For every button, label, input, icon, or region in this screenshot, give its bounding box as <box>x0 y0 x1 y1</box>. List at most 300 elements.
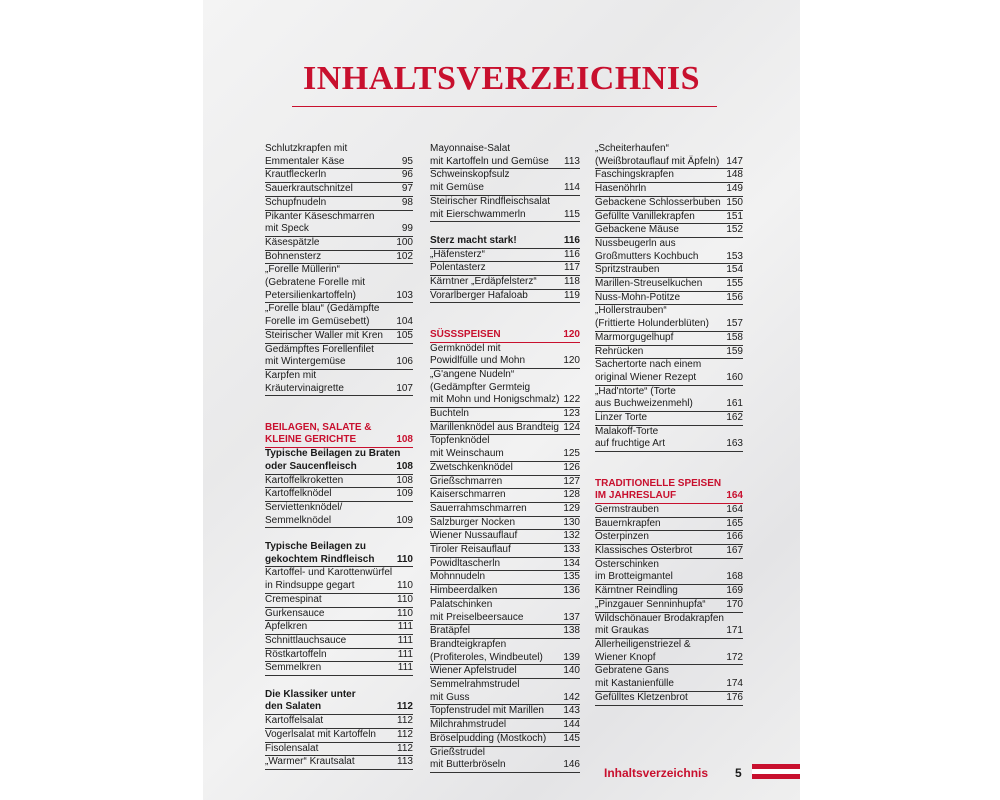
toc-entry <box>265 156 413 170</box>
toc-entry-title: Mohnnudeln <box>430 571 486 583</box>
toc-entry-title: Steirischer Waller mit Kren <box>265 329 383 341</box>
toc-entry-title: Hasenöhrln <box>595 183 647 195</box>
toc-subheading <box>265 701 413 715</box>
toc-page-number: 114 <box>564 182 580 194</box>
toc-entry <box>595 518 743 532</box>
toc-entry-title: Gurkensauce <box>265 607 325 619</box>
toc-section-heading <box>430 329 580 343</box>
footer-section-label: Inhaltsverzeichnis <box>604 766 709 780</box>
toc-subheading <box>265 461 413 475</box>
toc-page-number: 109 <box>396 514 413 526</box>
toc-entry <box>430 759 580 773</box>
toc-entry-title: Zwetschkenknödel <box>430 461 513 473</box>
toc-spacer <box>265 528 413 541</box>
toc-entry-title: Grießstrudel <box>430 746 486 758</box>
toc-section-heading <box>595 478 743 491</box>
toc-entry <box>595 426 743 439</box>
toc-entry-title: Bauernkrapfen <box>595 517 661 529</box>
toc-page-number: 97 <box>401 183 413 195</box>
toc-entry <box>430 435 580 448</box>
toc-entry-title: Grießschmarren <box>430 475 503 487</box>
toc-entry <box>430 692 580 706</box>
toc-page-number: 176 <box>726 691 743 703</box>
toc-entry <box>595 571 743 585</box>
toc-entry-title: Bröselpudding (Mostkoch) <box>430 732 547 744</box>
toc-entry-title: Gedämpftes Forellenfilet <box>265 343 374 355</box>
toc-entry <box>265 635 413 649</box>
toc-page-number: 122 <box>563 394 581 406</box>
toc-entry <box>595 438 743 452</box>
toc-entry <box>595 559 743 572</box>
toc-entry-title: Himbeerdalken <box>430 585 498 597</box>
toc-spacer <box>595 452 743 465</box>
toc-page-number: 140 <box>563 665 580 677</box>
toc-page-number: 105 <box>396 329 413 341</box>
toc-entry-title: Semmelknödel <box>265 514 332 526</box>
toc-entry <box>265 608 413 622</box>
toc-page-number: 156 <box>726 291 743 303</box>
toc-page-number: 129 <box>563 502 580 514</box>
toc-entry-title: Germstrauben <box>595 503 659 515</box>
toc-entry-title: Großmutters Kochbuch <box>595 250 699 262</box>
toc-entry <box>430 290 580 304</box>
toc-page-number: 159 <box>726 345 743 357</box>
toc-spacer <box>430 316 580 329</box>
toc-entry <box>430 355 580 369</box>
toc-entry-title: „G'angene Nudeln“ <box>430 368 515 380</box>
toc-page-number: 171 <box>726 625 743 637</box>
toc-entry-title: Topfenstrudel mit Marillen <box>430 705 544 717</box>
toc-page-number: 165 <box>726 517 743 529</box>
toc-page-number: 142 <box>563 691 580 703</box>
toc-entry-title: SÜSSSPEISEN <box>430 328 501 340</box>
toc-entry-title: Wildschönauer Brodakrapfen <box>595 612 724 624</box>
toc-entry-title: Bohnensterz <box>265 250 322 262</box>
toc-page-number: 164 <box>726 503 743 515</box>
toc-entry <box>430 719 580 733</box>
toc-page-number: 102 <box>396 250 413 262</box>
toc-entry <box>430 585 580 599</box>
toc-entry-title: Powidlfülle und Mohn <box>430 355 526 367</box>
toc-entry-title: oder Saucenfleisch <box>265 460 357 472</box>
toc-entry <box>430 665 580 679</box>
toc-page-number: 150 <box>726 196 743 208</box>
toc-entry <box>595 197 743 211</box>
toc-entry <box>265 330 413 344</box>
toc-entry <box>430 571 580 585</box>
toc-entry-title: Powidltascherln <box>430 557 501 569</box>
toc-entry <box>595 359 743 372</box>
toc-page-number: 166 <box>726 531 743 543</box>
toc-entry <box>430 639 580 652</box>
toc-entry <box>265 756 413 770</box>
toc-subheading <box>265 689 413 702</box>
toc-section-heading <box>595 490 743 504</box>
toc-entry <box>595 504 743 518</box>
toc-entry <box>265 344 413 357</box>
toc-entry <box>595 585 743 599</box>
toc-entry-title: „Warmer“ Krautsalat <box>265 756 355 768</box>
toc-page-number: 162 <box>726 412 743 424</box>
toc-entry <box>430 448 580 462</box>
toc-entry <box>265 356 413 370</box>
toc-page-number: 98 <box>401 196 413 208</box>
toc-spacer <box>595 465 743 478</box>
toc-page-number: 111 <box>397 634 413 646</box>
toc-entry-title: original Wiener Rezept <box>595 371 697 383</box>
toc-entry <box>595 183 743 197</box>
toc-page-number: 145 <box>563 732 580 744</box>
toc-entry <box>430 558 580 572</box>
toc-entry-title: „Forelle blau“ (Gedämpfte <box>265 303 380 315</box>
toc-entry <box>595 625 743 639</box>
toc-entry-title: Kaiserschmarren <box>430 489 506 501</box>
toc-page-number: 109 <box>396 488 413 500</box>
toc-page-number: 111 <box>397 662 413 674</box>
toc-entry <box>430 544 580 558</box>
toc-page-number: 113 <box>397 756 413 768</box>
toc-entry <box>430 530 580 544</box>
toc-entry-title: Kärntner „Erdäpfelsterz“ <box>430 276 537 288</box>
toc-entry-title: Typische Beilagen zu Braten <box>265 448 401 460</box>
toc-page-number: 111 <box>397 648 413 660</box>
toc-spacer <box>265 676 413 689</box>
toc-entry-title: Schweinskopfsulz <box>430 169 510 181</box>
toc-entry-title: TRADITIONELLE SPEISEN <box>595 477 722 489</box>
toc-spacer <box>430 222 580 235</box>
toc-entry-title: gekochtem Rindfleisch <box>265 553 375 565</box>
toc-entry <box>595 305 743 318</box>
toc-entry-title: Milchrahmstrudel <box>430 719 507 731</box>
toc-entry-title: Die Klassiker unter <box>265 688 356 700</box>
toc-entry <box>265 277 413 290</box>
toc-page-number: 108 <box>396 434 413 446</box>
toc-entry-title: mit Speck <box>265 223 309 235</box>
toc-page-number: 107 <box>396 382 413 394</box>
toc-page-number: 174 <box>726 678 743 690</box>
toc-entry-title: KLEINE GERICHTE <box>265 434 357 446</box>
toc-entry-title: mit Butterbröseln <box>430 759 506 771</box>
toc-entry-title: Germknödel mit <box>430 342 501 354</box>
toc-entry <box>430 276 580 290</box>
toc-entry-title: Spritzstrauben <box>595 264 660 276</box>
toc-entry <box>595 531 743 545</box>
toc-entry <box>430 156 580 170</box>
toc-page-number: 119 <box>564 289 580 301</box>
toc-page-number: 164 <box>726 490 743 502</box>
toc-section-heading <box>265 422 413 435</box>
toc-page-number: 110 <box>396 553 413 565</box>
toc-entry <box>265 580 413 594</box>
toc-entry-title: Apfelkren <box>265 621 308 633</box>
toc-entry <box>595 545 743 559</box>
toc-entry <box>430 652 580 666</box>
toc-entry <box>595 278 743 292</box>
toc-entry-title: Bratäpfel <box>430 625 471 637</box>
toc-entry <box>430 262 580 276</box>
toc-entry-title: Topfenknödel <box>430 435 490 447</box>
toc-entry <box>430 705 580 719</box>
toc-entry-title: Nuss-Mohn-Potitze <box>595 291 681 303</box>
toc-entry-title: Palatschinken <box>430 598 493 610</box>
toc-subheading <box>430 235 580 249</box>
toc-entry <box>265 211 413 224</box>
toc-page-number: 113 <box>564 155 580 167</box>
toc-page-number: 163 <box>726 438 743 450</box>
toc-page-number: 172 <box>726 651 743 663</box>
toc-entry-title: Gebackene Schlosserbuben <box>595 196 721 208</box>
toc-page-number: 149 <box>726 183 743 195</box>
toc-entry-title: den Salaten <box>265 701 322 713</box>
toc-entry <box>265 264 413 277</box>
toc-entry-title: Forelle im Gemüsebett) <box>265 316 370 328</box>
toc-entry <box>265 370 413 383</box>
toc-entry-title: „Forelle Müllerin“ <box>265 264 341 276</box>
toc-entry <box>595 652 743 666</box>
toc-entry <box>430 369 580 382</box>
toc-page-number: 128 <box>563 489 580 501</box>
toc-entry-title: mit Graukas <box>595 625 649 637</box>
toc-entry <box>265 743 413 757</box>
toc-entry-title: Marillenknödel aus Brandteig <box>430 421 559 433</box>
toc-entry-title: Allerheiligenstriezel & <box>595 638 691 650</box>
toc-entry <box>430 517 580 531</box>
toc-entry-title: Typische Beilagen zu <box>265 541 366 553</box>
toc-page-number: 167 <box>726 545 743 557</box>
toc-entry <box>595 639 743 652</box>
toc-entry-title: Kartoffelkroketten <box>265 474 344 486</box>
toc-entry <box>595 156 743 170</box>
toc-entry <box>265 183 413 197</box>
toc-entry-title: „Hollerstrauben“ <box>595 305 667 317</box>
toc-page-number: 110 <box>397 580 413 592</box>
toc-page-number: 155 <box>726 278 743 290</box>
toc-page-number: 124 <box>563 421 580 433</box>
toc-page-number: 146 <box>563 759 580 771</box>
toc-entry <box>595 318 743 332</box>
toc-entry-title: Kartoffel- und Karottenwürfel <box>265 567 393 579</box>
toc-entry-title: Marmorgugelhupf <box>595 331 674 343</box>
toc-entry <box>265 169 413 183</box>
toc-entry-title: Semmelkren <box>265 662 322 674</box>
toc-page-number: 157 <box>726 318 743 330</box>
toc-entry-title: Schlutzkrapfen mit <box>265 143 348 154</box>
toc-entry-title: Wiener Apfelstrudel <box>430 665 517 677</box>
toc-entry <box>595 251 743 265</box>
toc-entry <box>265 488 413 502</box>
toc-entry <box>265 303 413 316</box>
toc-entry-title: Malakoff-Torte <box>595 425 659 437</box>
toc-entry-title: Osterschinken <box>595 558 659 570</box>
toc-entry-title: Kartoffelknödel <box>265 488 332 500</box>
toc-entry <box>430 599 580 612</box>
toc-entry-title: im Brotteigmantel <box>595 571 673 583</box>
toc-page-number: 168 <box>726 571 743 583</box>
toc-page-number: 110 <box>397 593 413 605</box>
toc-entry <box>265 223 413 237</box>
toc-page-number: 139 <box>563 651 580 663</box>
toc-page-number: 127 <box>563 475 580 487</box>
toc-entry-title: Sachertorte nach einem <box>595 359 702 371</box>
toc-page-number: 161 <box>726 398 743 410</box>
toc-page-number: 112 <box>397 728 413 740</box>
toc-entry-title: (Frittierte Holunderblüten) <box>595 318 709 330</box>
toc-entry-title: Serviettenknödel/ <box>265 501 343 513</box>
toc-entry-title: Linzer Torte <box>595 412 648 424</box>
toc-page-number: 148 <box>726 169 743 181</box>
toc-column-1 <box>265 143 413 770</box>
toc-page-number: 125 <box>563 448 580 460</box>
toc-page-number: 116 <box>564 248 580 260</box>
toc-entry <box>265 567 413 580</box>
toc-entry-title: Sauerrahmschmarren <box>430 502 527 514</box>
toc-entry-title: Buchteln <box>430 408 469 420</box>
toc-entry-title: „Scheiterhaufen“ <box>595 143 669 154</box>
toc-page-number: 130 <box>563 516 580 528</box>
toc-entry <box>430 169 580 182</box>
toc-page-number: 112 <box>397 715 413 727</box>
toc-page-number: 151 <box>726 210 743 222</box>
toc-entry <box>595 346 743 360</box>
title-divider <box>292 106 717 107</box>
toc-entry-title: Karpfen mit <box>265 369 317 381</box>
toc-entry <box>595 264 743 278</box>
toc-page-number: 117 <box>564 262 580 274</box>
toc-entry <box>430 422 580 436</box>
toc-page-number: 136 <box>563 585 580 597</box>
toc-entry <box>430 625 580 639</box>
toc-entry-title: auf fruchtige Art <box>595 438 666 450</box>
toc-spacer <box>430 303 580 316</box>
page-number: 5 <box>735 766 742 780</box>
toc-page-number: 120 <box>563 328 580 340</box>
toc-entry-title: Brandteigkrapfen <box>430 638 507 650</box>
toc-entry-title: Osterpinzen <box>595 531 649 543</box>
toc-entry <box>265 621 413 635</box>
toc-spacer <box>265 409 413 422</box>
toc-page-number: 160 <box>726 371 743 383</box>
toc-entry <box>595 599 743 613</box>
toc-entry <box>595 678 743 692</box>
toc-entry-title: Käsespätzle <box>265 236 320 248</box>
toc-section-heading <box>265 434 413 448</box>
toc-page-number: 144 <box>563 719 580 731</box>
toc-entry-title: Vogerlsalat mit Kartoffeln <box>265 728 376 740</box>
toc-page-number: 104 <box>396 316 413 328</box>
toc-entry <box>595 386 743 399</box>
toc-subheading <box>265 448 413 461</box>
toc-entry <box>265 197 413 211</box>
toc-entry-title: „Had'ntorte“ (Torte <box>595 385 676 397</box>
toc-page-number: 118 <box>564 276 580 288</box>
toc-entry-title: mit Guss <box>430 691 470 703</box>
toc-column-2 <box>430 143 580 773</box>
toc-entry <box>595 372 743 386</box>
toc-entry-title: (Weißbrotauflauf mit Äpfeln) <box>595 155 720 167</box>
toc-page-number: 133 <box>563 544 580 556</box>
flag-stripe-red-bottom <box>752 774 800 779</box>
toc-entry-title: Emmentaler Käse <box>265 155 345 167</box>
toc-page-number: 106 <box>396 356 413 368</box>
toc-entry <box>265 251 413 265</box>
toc-page-number: 135 <box>563 571 580 583</box>
toc-page-number: 115 <box>564 208 580 220</box>
toc-page-number: 158 <box>726 331 743 343</box>
toc-entry <box>265 662 413 676</box>
toc-page-number: 116 <box>563 234 580 246</box>
toc-entry <box>430 733 580 747</box>
toc-entry-title: Marillen-Streuselkuchen <box>595 278 703 290</box>
toc-page-number: 153 <box>726 250 743 262</box>
toc-entry-title: Kärntner Reindling <box>595 585 678 597</box>
toc-entry-title: Röstkartoffeln <box>265 648 327 660</box>
toc-entry <box>595 169 743 183</box>
toc-column-3 <box>595 143 743 706</box>
toc-page-number: 170 <box>726 598 743 610</box>
toc-entry-title: mit Weinschaum <box>430 448 504 460</box>
toc-entry-title: (Gebratene Forelle mit <box>265 277 366 289</box>
toc-entry-title: IM JAHRESLAUF <box>595 490 677 502</box>
toc-entry-title: mit Eierschwammerln <box>430 208 526 220</box>
toc-entry-title: Mayonnaise-Salat <box>430 143 511 154</box>
toc-page-number: 120 <box>563 355 580 367</box>
toc-entry-title: Tiroler Reisauflauf <box>430 544 511 556</box>
toc-entry-title: Kräutervinaigrette <box>265 382 344 394</box>
toc-entry-title: mit Wintergemüse <box>265 356 346 368</box>
toc-entry-title: (Profiteroles, Windbeutel) <box>430 651 543 663</box>
toc-entry-title: Vorarlberger Hafaloab <box>430 289 528 301</box>
toc-entry-title: mit Kartoffeln und Gemüse <box>430 155 549 167</box>
toc-entry <box>595 238 743 251</box>
toc-entry-title: aus Buchweizenmehl) <box>595 398 693 410</box>
toc-page-number: 100 <box>396 236 413 248</box>
toc-entry <box>265 290 413 304</box>
toc-page-number: 110 <box>397 607 413 619</box>
page-title: INHALTSVERZEICHNIS <box>303 60 700 97</box>
toc-entry <box>265 594 413 608</box>
toc-page-number: 108 <box>396 460 413 472</box>
toc-entry <box>265 475 413 489</box>
toc-entry <box>595 398 743 412</box>
toc-entry-title: Gefülltes Kletzenbrot <box>595 691 688 703</box>
toc-entry-title: Rehrücken <box>595 345 644 357</box>
toc-entry-title: mit Preiselbeersauce <box>430 611 524 623</box>
toc-page-number: 112 <box>396 701 413 713</box>
toc-entry-title: Semmelrahmstrudel <box>430 679 520 691</box>
toc-page-number: 132 <box>563 530 580 542</box>
toc-page-number: 99 <box>401 223 413 235</box>
toc-entry-title: Faschingskrapfen <box>595 169 674 181</box>
toc-entry <box>595 211 743 225</box>
toc-entry-title: Wiener Knopf <box>595 651 656 663</box>
toc-entry-title: Steirischer Rindfleischsalat <box>430 195 551 207</box>
toc-entry-title: Sterz macht stark! <box>430 234 517 246</box>
toc-entry-title: Salzburger Nocken <box>430 516 516 528</box>
toc-page-number: 154 <box>726 264 743 276</box>
toc-entry <box>595 665 743 678</box>
toc-entry <box>265 515 413 529</box>
toc-entry <box>265 237 413 251</box>
toc-entry-title: Klassisches Osterbrot <box>595 545 693 557</box>
toc-entry-title: Gefüllte Vanillekrapfen <box>595 210 695 222</box>
toc-page-number: 96 <box>401 169 413 181</box>
toc-entry-title: Fisolensalat <box>265 742 319 754</box>
toc-entry <box>430 249 580 263</box>
toc-entry-title: Polentasterz <box>430 262 486 274</box>
toc-entry <box>430 747 580 760</box>
toc-entry <box>265 502 413 515</box>
toc-entry-title: „Pinzgauer Senninhupfa“ <box>595 598 706 610</box>
